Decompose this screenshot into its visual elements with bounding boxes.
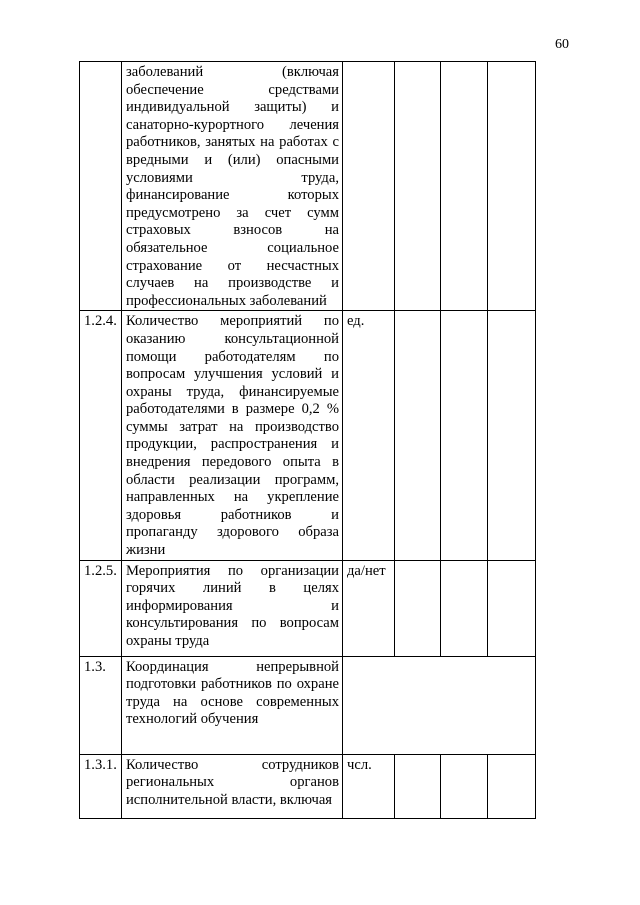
empty-cell (441, 560, 488, 656)
merged-empty-cell (343, 656, 536, 754)
row-unit: да/нет (343, 560, 395, 656)
table-row (80, 62, 536, 311)
empty-cell (441, 754, 488, 818)
empty-cell (441, 62, 488, 311)
empty-cell (488, 560, 536, 656)
row-number (80, 62, 122, 311)
row-description: заболеваний (включая обеспечение средствами индивидуальной защиты) и санаторно-курортного лечения работников, занятых на работах с вредными и (или) опасными условиями труда, финансирование которых предусмотрено за счет сумм страховых взносов на обязательное социальное страхование от несчастных случаев на производстве и профессиональных заболеваний (122, 62, 343, 311)
empty-cell (395, 754, 441, 818)
empty-cell (488, 311, 536, 560)
row-description: Координация непрерывной подготовки работников по охране труда на основе современных технологий обучения (122, 656, 343, 754)
table-row (80, 656, 536, 754)
row-description: Мероприятия по организации горячих линий в целях информирования и консультирования по вопросам охраны труда (122, 560, 343, 656)
row-number: 1.3. (80, 656, 122, 754)
table-row (80, 560, 536, 656)
row-unit (343, 62, 395, 311)
table-row (80, 311, 536, 560)
empty-cell (395, 560, 441, 656)
row-number: 1.2.5. (80, 560, 122, 656)
empty-cell (488, 62, 536, 311)
page-number: 60 (555, 37, 569, 52)
row-number: 1.3.1. (80, 754, 122, 818)
empty-cell (441, 311, 488, 560)
row-description: Количество мероприятий по оказанию консультационной помощи работодателям по вопросам улучшения условий и охраны труда, финансируемые работодателями в размере 0,2 % суммы затрат на производство продукции, распространения и внедрения передового опыта в области реализации программ, направленных на укрепление здоровья работников и пропаганду здорового образа жизни (122, 311, 343, 560)
empty-cell (395, 311, 441, 560)
table-row (80, 754, 536, 818)
empty-cell (395, 62, 441, 311)
row-unit: чсл. (343, 754, 395, 818)
row-unit: ед. (343, 311, 395, 560)
indicators-table (79, 61, 536, 819)
row-number: 1.2.4. (80, 311, 122, 560)
row-description: Количество сотрудников региональных органов исполнительной власти, включая (122, 754, 343, 818)
empty-cell (488, 754, 536, 818)
